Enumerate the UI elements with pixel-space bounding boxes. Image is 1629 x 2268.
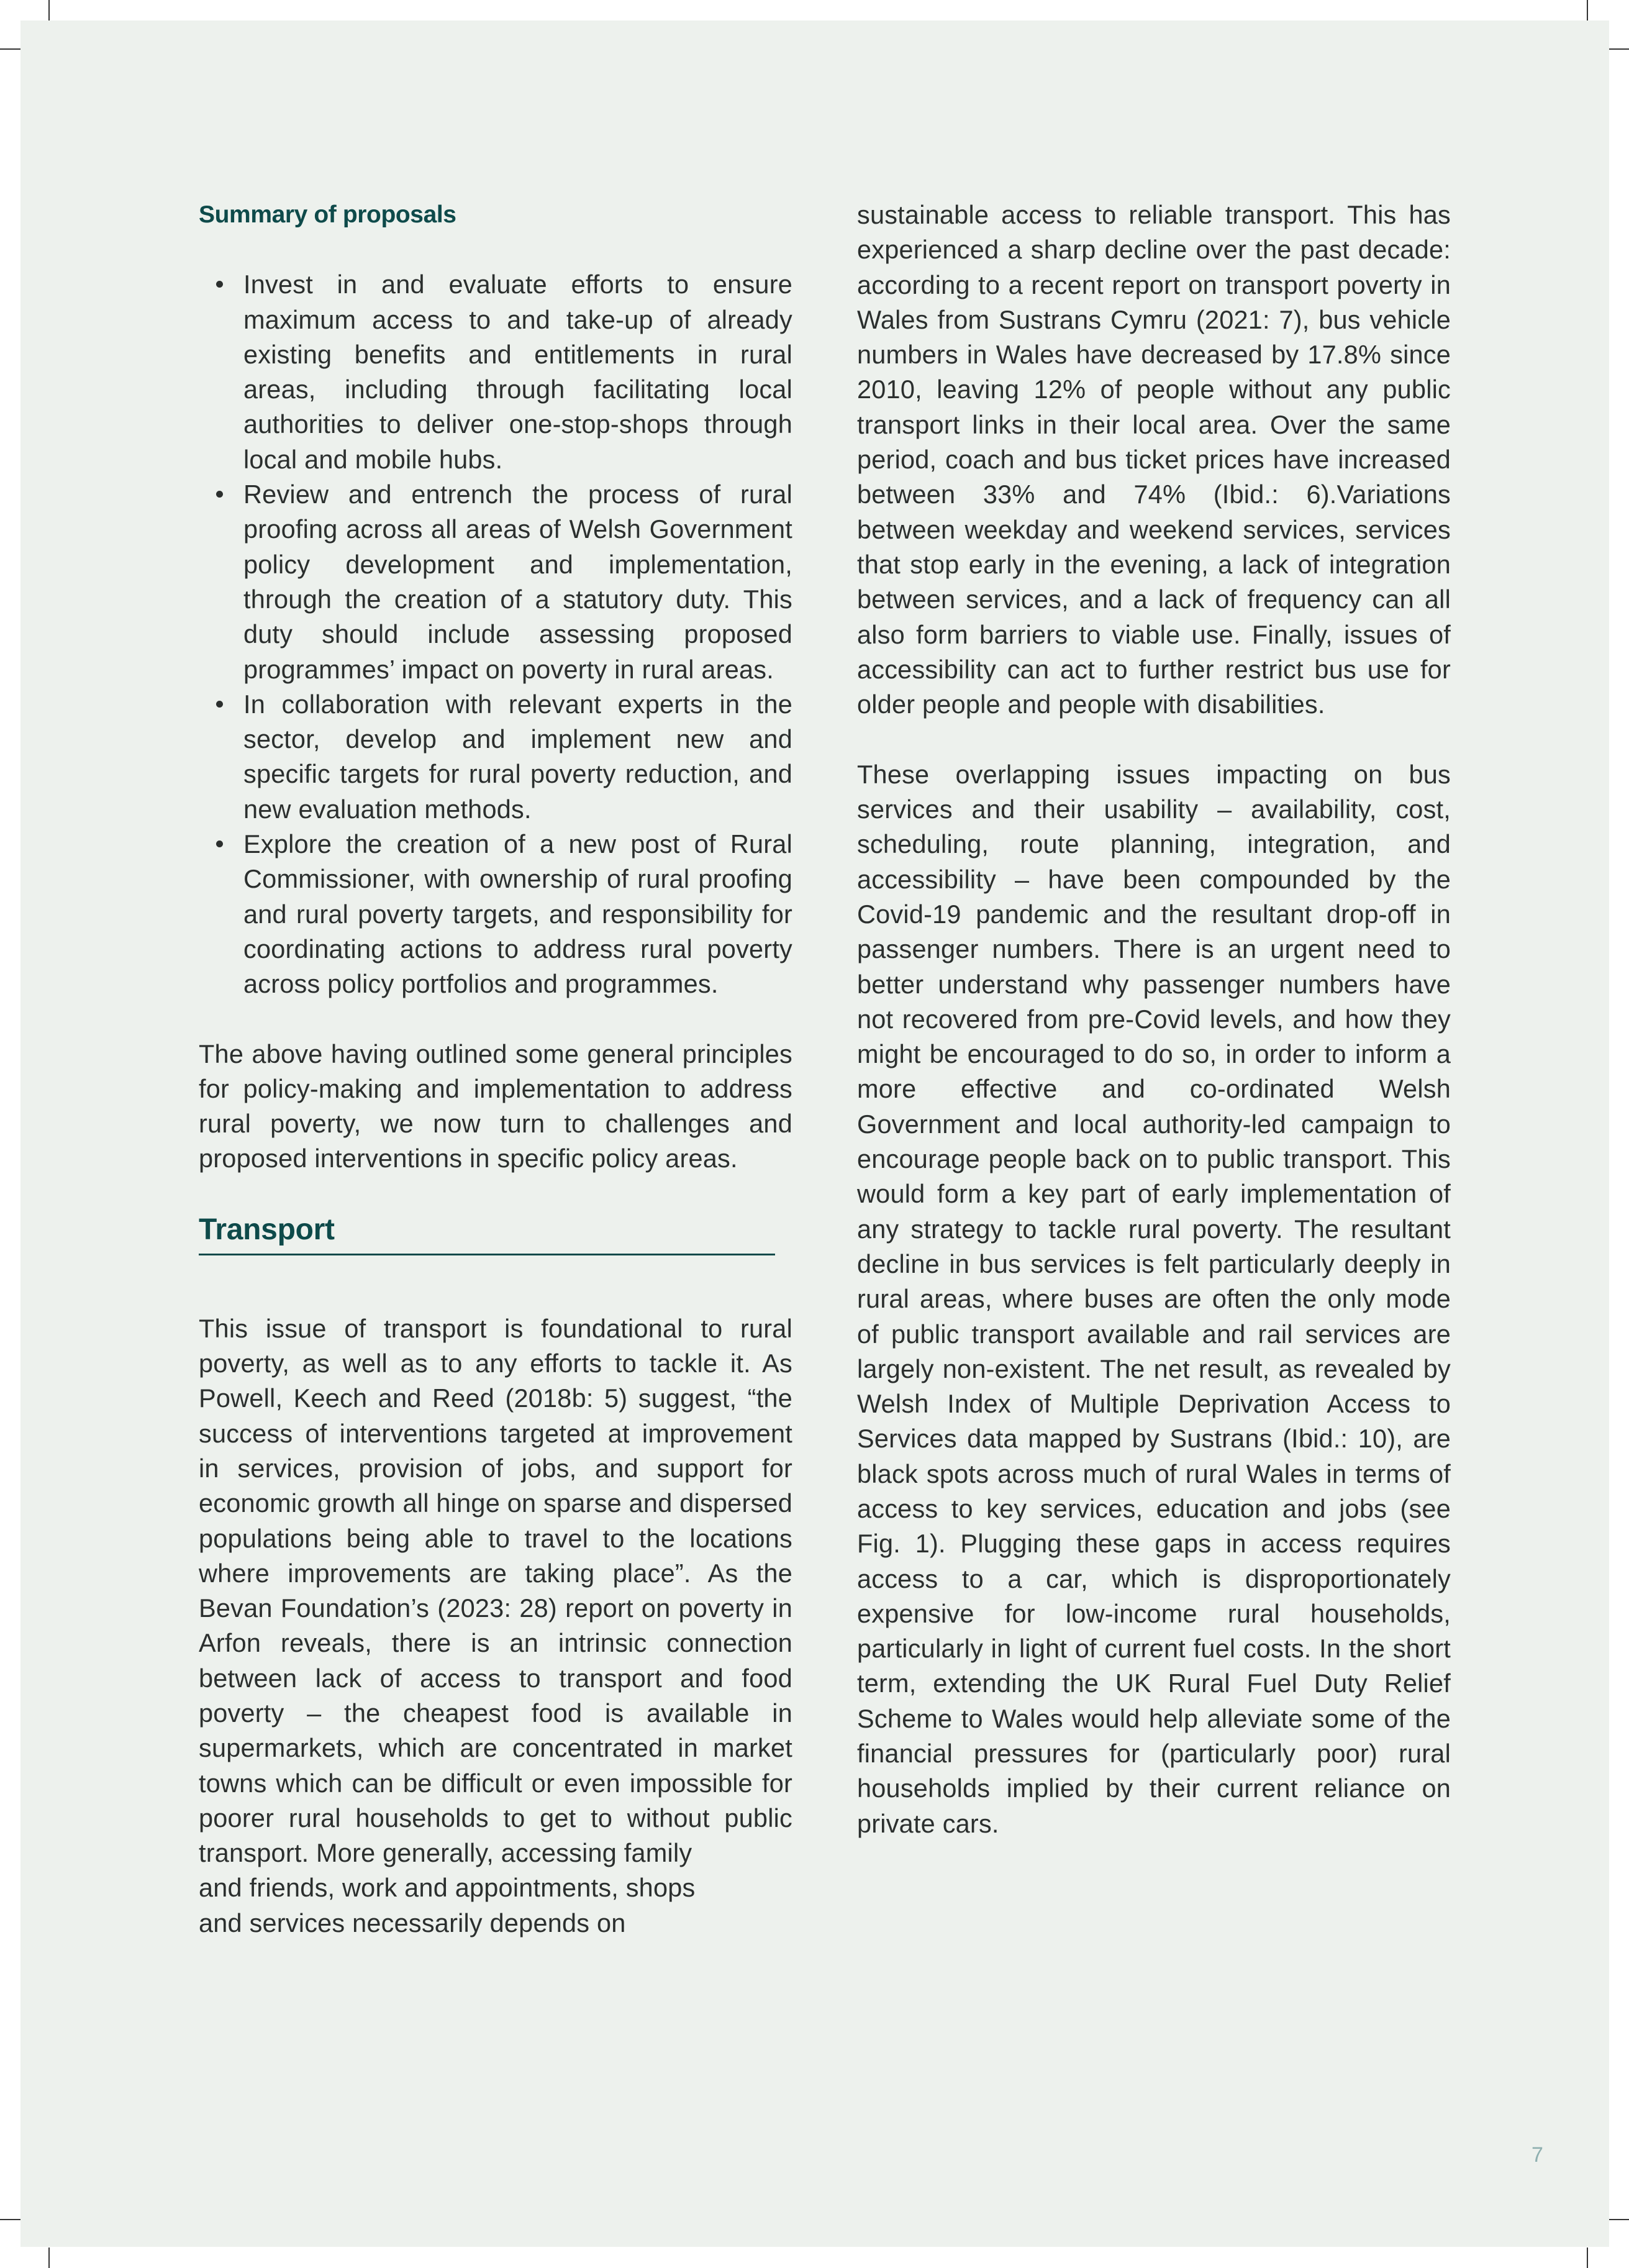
right-column bbox=[857, 198, 1451, 1841]
crop-mark bbox=[1609, 2219, 1629, 2220]
intro-paragraph: The above having outlined some general principles for policy-making and implementation to address rural poverty, we now turn to challenges and proposed interventions in specific policy areas. bbox=[199, 1039, 792, 1173]
crop-mark bbox=[0, 48, 20, 50]
crop-mark bbox=[48, 0, 50, 20]
left-column bbox=[199, 198, 792, 1941]
crop-mark bbox=[1587, 0, 1588, 20]
proposals-list bbox=[199, 267, 792, 1001]
section-divider bbox=[199, 1254, 775, 1255]
crop-mark bbox=[1587, 2248, 1588, 2268]
body-paragraph: These overlapping issues impacting on bus services and their usability – availability, cost, scheduling, route planning, integration, and accessibility – have been compounded by the Covid-19 pandemic and the resultant drop-off in passenger numbers. There is an urgent need to better understand why passenger numbers have not recovered from pre-Covid levels, and how they might be encouraged to do so, in order to inform a more effective and co-ordinated Welsh Government and local authority-led campaign to encourage people back on to public transport. This would form a key part of early implementation of any strategy to tackle rural poverty. The resultant decline in bus services is felt particularly deeply in rural areas, where buses are often the only mode of public transport available and rail services are largely non-existent. The net result, as revealed by Welsh Index of Multiple Deprivation Access to Services data mapped by Sustrans (Ibid.: 10), are black spots across much of rural Wales in terms of access to key services, education and jobs (see Fig. 1). Plugging these gaps in access requires access to a car, which is disproportionately expensive for low-income rural households, particularly in light of current fuel costs. In the short term, extending the UK Rural Fuel Duty Relief Scheme to Wales would help alleviate some of the financial pressures for (particularly poor) rural households implied by their current reliance on private cars. bbox=[857, 759, 1451, 1838]
proposal-item: Explore the creation of a new post of Rural Commissioner, with ownership of rural proofing and rural poverty targets, and responsibility for coordinating actions to address rural poverty across policy portfolios and programmes. bbox=[243, 827, 792, 1001]
crop-mark bbox=[0, 2219, 20, 2220]
proposal-item: Review and entrench the process of rural proofing across all areas of Welsh Government policy development and implementation, through the creation of a statutory duty. This duty should include assessing proposed programmes’ impact on poverty in rural areas. bbox=[243, 477, 792, 687]
body-paragraph: sustainable access to reliable transport. This has experienced a sharp decline over the past decade: according to a recent report on transport poverty in Wales from Sustrans Cymru (2021: 7), bus vehicle numbers in Wales have decreased by 17.8% since 2010, leaving 12% of people without any public transport links in their local area. Over the same period, coach and bus ticket prices have increased between 33% and 74% (Ibid.: 6).Variations between weekday and weekend services, services that stop early in the evening, a lack of integration between services, and a lack of frequency can all also form barriers to viable use. Finally, issues of accessibility can act to further restrict bus use for older people and people with disabilities. bbox=[857, 200, 1451, 719]
proposal-item: In collaboration with relevant experts in the sector, develop and implement new and specific targets for rural poverty reduction, and new evaluation methods. bbox=[243, 687, 792, 827]
section-title: Transport bbox=[199, 1213, 335, 1246]
transport-paragraph: This issue of transport is foundational to rural poverty, as well as to any efforts to tackle it. As Powell, Keech and Reed (2018b: 5) suggest, “the success of interventions targeted at improvement in services, provision of jobs, and support for economic growth all hinge on sparse and dispersed populations being able to travel to the locations where improvements are taking place”. As the Bevan Foundation’s (2023: 28) report on poverty in Arfon reveals, there is an intrinsic connection between lack of access to transport and food poverty – the cheapest food is available in supermarkets, which are concentrated in market towns which can be difficult or even impossible for poorer rural households to get to without public transport. More generally, accessing family bbox=[199, 1313, 792, 1868]
crop-mark bbox=[1609, 48, 1629, 50]
transport-tail-line: and services necessarily depends on bbox=[199, 1908, 626, 1938]
proposal-item: Invest in and evaluate efforts to ensure maximum access to and take-up of already existing benefits and entitlements in rural areas, including through facilitating local authorities to deliver one-stop-shops through local and mobile hubs. bbox=[243, 267, 792, 477]
summary-heading: Summary of proposals bbox=[199, 201, 456, 228]
paragraph-gap bbox=[857, 722, 1451, 757]
transport-tail-line: and friends, work and appointments, shops bbox=[199, 1873, 696, 1903]
page-number: 7 bbox=[1531, 2143, 1543, 2167]
crop-mark bbox=[48, 2248, 50, 2268]
